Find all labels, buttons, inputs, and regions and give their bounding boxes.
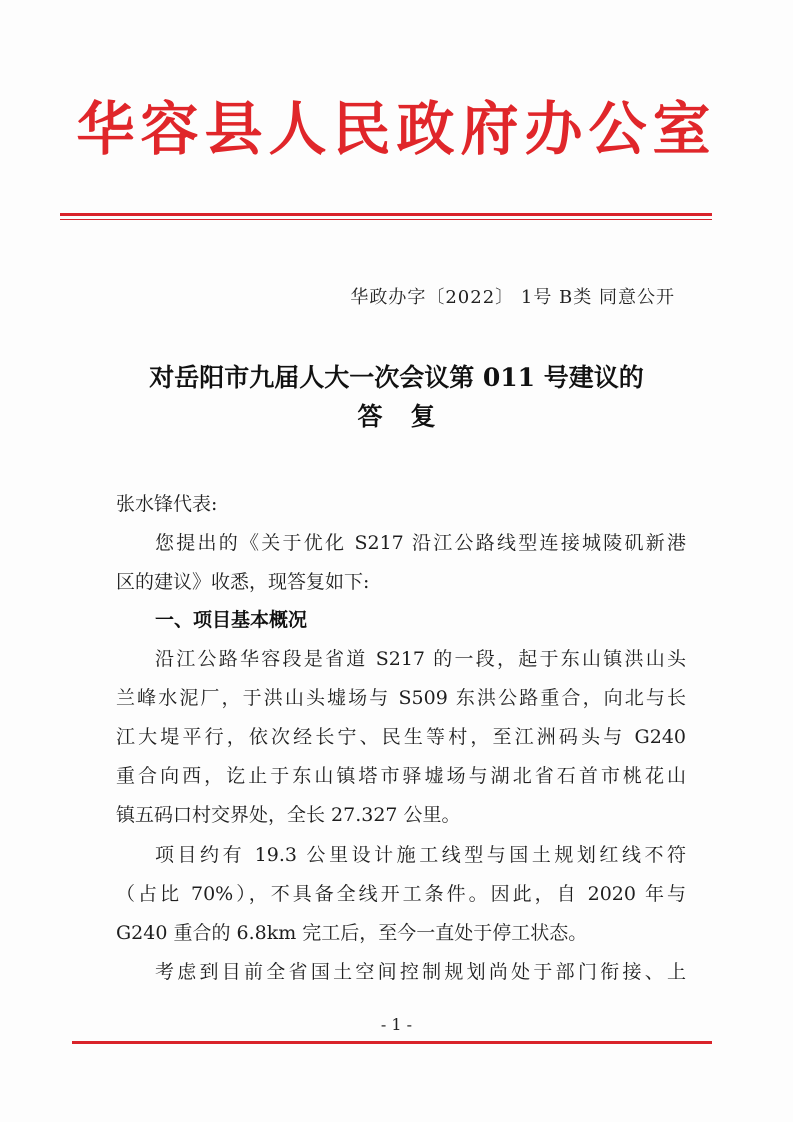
paragraph-2-line-5: 镇五码口村交界处，全长 27.327 公里。 (116, 804, 461, 826)
footer-red-rule (72, 1041, 712, 1044)
paragraph-3-line-1: 项目约有 19.3 公里设计施工线型与国土规划红线不符 (155, 844, 686, 866)
paragraph-2-line-3: 江大堤平行，依次经长宁、民生等村，至江洲码头与 G240 (116, 726, 686, 748)
org-masthead-title: 华容县人民政府办公室 (76, 95, 717, 163)
paragraph-2-line-2: 兰峰水泥厂，于洪山头墟场与 S509 东洪公路重合，向北与长 (116, 687, 686, 709)
masthead-red-rule (60, 213, 712, 216)
document-title-line1: 对岳阳市九届人大一次会议第 011 号建议的 (149, 363, 644, 392)
paragraph-3-line-3: G240 重合的 6.8km 完工后，至今一直处于停工状态。 (116, 922, 588, 944)
section-1-heading: 一、项目基本概况 (155, 609, 308, 631)
paragraph-2-line-1: 沿江公路华容段是省道 S217 的一段，起于东山镇洪山头 (155, 648, 686, 670)
page-number: - 1 - (380, 1015, 413, 1034)
paragraph-2-line-4: 重合向西，讫止于东山镇塔市驿墟场与湖北省石首市桃花山 (116, 765, 686, 787)
paragraph-3-line-2: （占比 70%），不具备全线开工条件。因此，自 2020 年与 (116, 883, 686, 905)
salutation: 张水锋代表: (116, 493, 218, 515)
masthead-red-rule-thin (60, 219, 712, 220)
paragraph-1-line-2: 区的建议》收悉，现答复如下: (116, 571, 370, 593)
document-number: 华政办字〔2022〕 1号 B类 同意公开 (350, 287, 675, 308)
document-title-line2: 答复 (357, 402, 464, 431)
paragraph-4-line-1: 考虑到目前全省国土空间控制规划尚处于部门衔接、上 (155, 961, 686, 983)
paragraph-1-line-1: 您提出的《关于优化 S217 沿江公路线型连接城陵矶新港 (155, 532, 686, 554)
